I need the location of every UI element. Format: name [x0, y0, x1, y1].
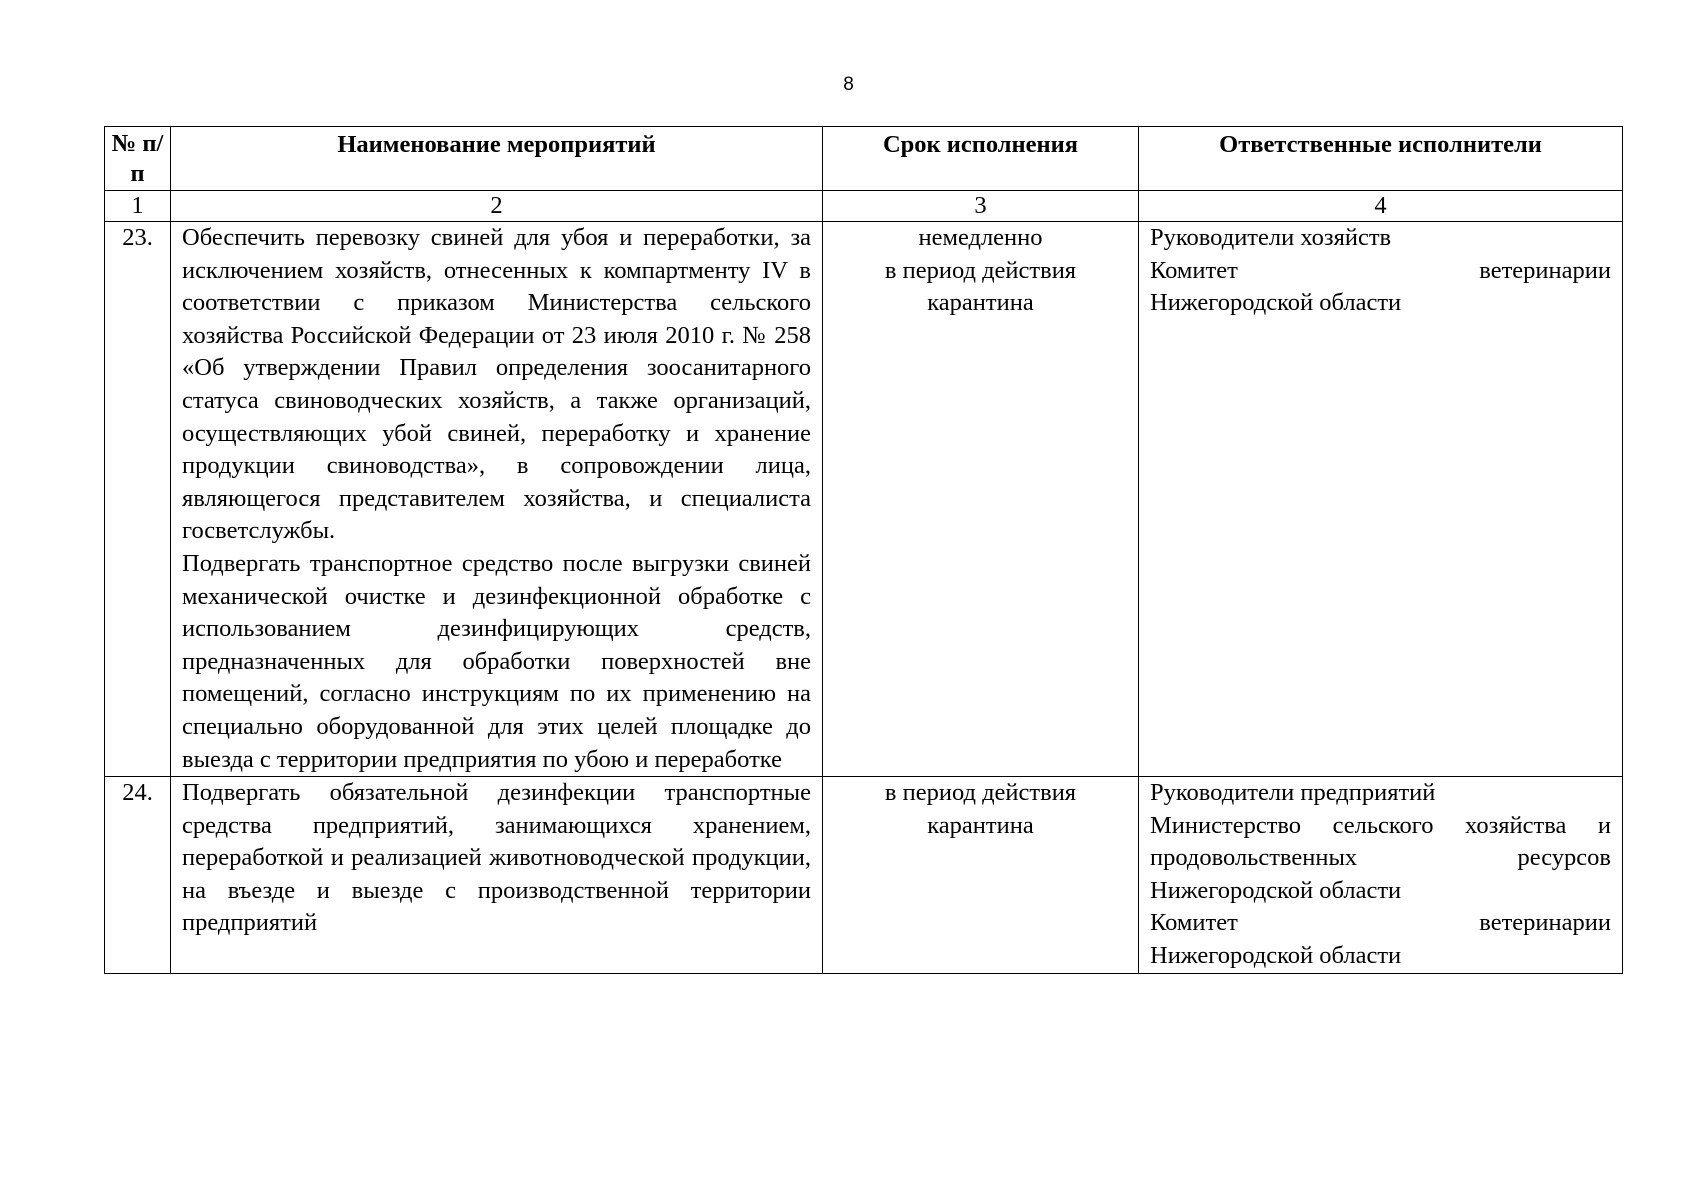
column-number: 1: [105, 191, 171, 222]
responsible-line: Комитет ветеринарии: [1150, 256, 1611, 284]
term-line: карантина: [927, 289, 1034, 317]
header-term: Срок исполнения: [823, 127, 1139, 191]
table-row: [105, 777, 1623, 974]
measures-table: [104, 126, 1623, 974]
measure-paragraph: Подвергать обязательной дезинфекции транспортные средства предприятий, занимающихся хранением, переработкой и реализацией животноводческой продукции, на въезде и выезде с производственной территории предприятий: [182, 779, 811, 937]
term-line: немедленно: [918, 224, 1043, 251]
responsible-line: Нижегородской области: [1150, 942, 1402, 970]
row-number: 23.: [105, 222, 171, 777]
responsible-line: Руководители хозяйств: [1150, 224, 1392, 251]
measure-name-cell: [171, 777, 823, 974]
page-number: 8: [843, 74, 854, 95]
term-cell: [823, 777, 1139, 974]
responsible-cell: [1139, 222, 1623, 777]
column-number: 3: [823, 191, 1139, 222]
responsible-line: Нижегородской области: [1150, 876, 1402, 904]
header-num-label: № п/п: [111, 130, 164, 187]
term-line: карантина: [927, 811, 1034, 839]
responsible-cell: [1139, 777, 1623, 974]
responsible-line: Руководители предприятий: [1150, 779, 1436, 807]
column-number: 2: [171, 191, 823, 222]
table-row: [105, 222, 1623, 777]
column-number-row: [105, 191, 1623, 222]
measure-name-cell: [171, 222, 823, 777]
term-line: в период действия: [884, 779, 1077, 807]
responsible-line: Нижегородской области: [1150, 289, 1402, 317]
measure-paragraph: Обеспечить перевозку свиней для убоя и переработки, за исключением хозяйств, отнесенных к компартменту IV в соответствии с приказом Министерства сельского хозяйства Российской Федерации от 23 июля 2010 г. № 258 «Об утверждении Правил определения зоосанитарного статуса свиноводческих хозяйств, а также организаций, осуществляющих убой свиней, переработку и хранение продукции свиноводства», в сопровождении лица, являющегося представителем хозяйства, и специалиста госветслужбы.: [182, 224, 811, 545]
header-num: [105, 127, 171, 191]
row-number: 24.: [105, 777, 171, 974]
header-responsible: Ответственные исполнители: [1139, 127, 1623, 191]
term-line: в период действия: [884, 256, 1077, 284]
responsible-line: Комитет ветеринарии: [1150, 909, 1611, 937]
measure-paragraph: Подвергать транспортное средство после выгрузки свиней механической очистке и дезинфекционной обработке с использованием дезинфицирующих средств, предназначенных для обработки поверхностей вне помещений, согласно инструкциям по их применению на специально оборудованной для этих целей площадке до выезда с территории предприятия по убою и переработке: [182, 549, 811, 773]
header-name: Наименование мероприятий: [171, 127, 823, 191]
term-cell: [823, 222, 1139, 777]
responsible-line: Министерство сельского хозяйства и продовольственных ресурсов: [1150, 811, 1611, 872]
table-header-row: [105, 127, 1623, 191]
column-number: 4: [1139, 191, 1623, 222]
